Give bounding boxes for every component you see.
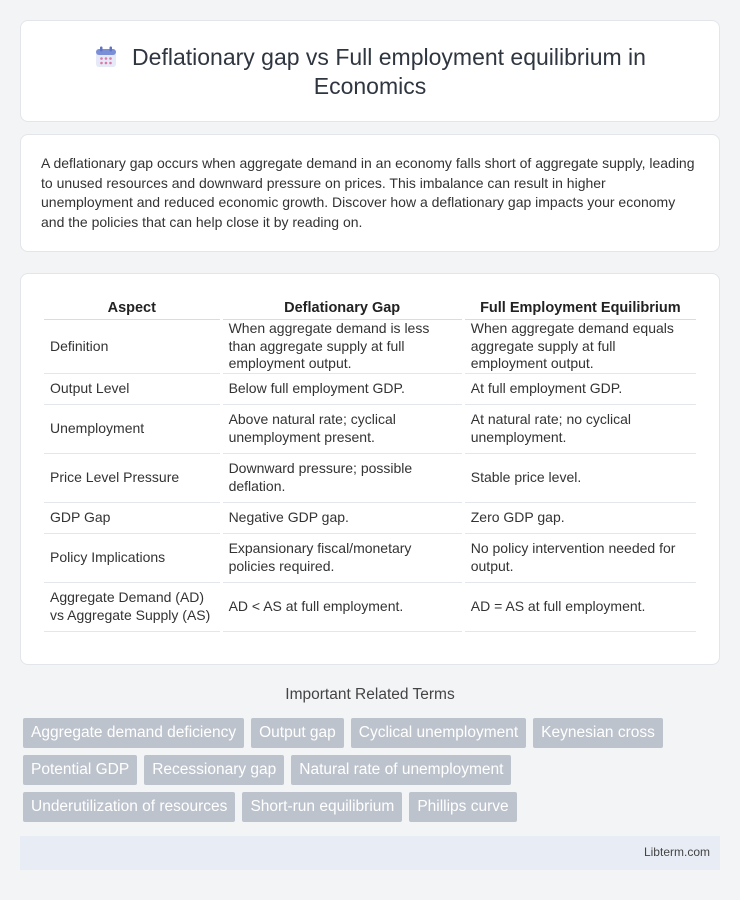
tag-keynesian-cross[interactable]: Keynesian cross bbox=[533, 718, 663, 748]
tag-output-gap[interactable]: Output gap bbox=[251, 718, 344, 748]
table-row bbox=[44, 583, 696, 632]
row-deflationary: Below full employment GDP. bbox=[223, 374, 462, 405]
table-row bbox=[44, 454, 696, 503]
row-aspect: Price Level Pressure bbox=[44, 454, 220, 503]
row-aspect: Aggregate Demand (AD) vs Aggregate Supply (AS) bbox=[44, 583, 220, 632]
row-deflationary: Negative GDP gap. bbox=[223, 503, 462, 534]
row-full-employment: At full employment GDP. bbox=[465, 374, 696, 405]
tag-potential-gdp[interactable]: Potential GDP bbox=[23, 755, 137, 785]
row-full-employment: AD = AS at full employment. bbox=[465, 583, 696, 632]
row-deflationary: Downward pressure; possible deflation. bbox=[223, 454, 462, 503]
table-header-row bbox=[44, 296, 696, 320]
tag-short-run-equilibrium[interactable]: Short-run equilibrium bbox=[242, 792, 402, 822]
row-full-employment: When aggregate demand equals aggregate supply at full employment output. bbox=[465, 320, 696, 374]
table-row bbox=[44, 374, 696, 405]
footer-site-link[interactable]: Libterm.com bbox=[643, 845, 710, 859]
comparison-table bbox=[41, 296, 699, 632]
row-deflationary: Above natural rate; cyclical unemployment present. bbox=[223, 405, 462, 454]
tag-row bbox=[23, 718, 703, 748]
tag-cyclical-unemployment[interactable]: Cyclical unemployment bbox=[351, 718, 526, 748]
row-full-employment: Zero GDP gap. bbox=[465, 503, 696, 534]
table-row bbox=[44, 405, 696, 454]
row-aspect: Policy Implications bbox=[44, 534, 220, 583]
column-header-aspect: Aspect bbox=[44, 296, 220, 320]
tag-row bbox=[23, 792, 703, 822]
row-aspect: GDP Gap bbox=[44, 503, 220, 534]
table-row bbox=[44, 503, 696, 534]
row-deflationary: Expansionary fiscal/monetary policies required. bbox=[223, 534, 462, 583]
page-title bbox=[61, 43, 679, 101]
intro-text: A deflationary gap occurs when aggregate demand in an economy falls short of aggregate supply, leading to unused resources and downward pressure on prices. This imbalance can result in higher unemployment and reduced economic growth. Discover how a deflationary gap impacts your economy and the policies that can help close it by reading on. bbox=[41, 155, 695, 230]
tag-aggregate-demand-deficiency[interactable]: Aggregate demand deficiency bbox=[23, 718, 244, 748]
comparison-card bbox=[20, 273, 720, 665]
related-terms-tags bbox=[23, 718, 703, 829]
column-header-deflationary-gap: Deflationary Gap bbox=[223, 296, 462, 320]
column-header-full-employment: Full Employment Equilibrium bbox=[465, 296, 696, 320]
row-full-employment: At natural rate; no cyclical unemployment. bbox=[465, 405, 696, 454]
table-row bbox=[44, 320, 696, 374]
row-aspect: Output Level bbox=[44, 374, 220, 405]
tag-row bbox=[23, 755, 703, 785]
row-full-employment: No policy intervention needed for output. bbox=[465, 534, 696, 583]
row-deflationary: AD < AS at full employment. bbox=[223, 583, 462, 632]
tag-natural-rate-of-unemployment[interactable]: Natural rate of unemployment bbox=[291, 755, 511, 785]
tag-underutilization-of-resources[interactable]: Underutilization of resources bbox=[23, 792, 235, 822]
row-aspect: Definition bbox=[44, 320, 220, 374]
title-card bbox=[20, 20, 720, 122]
footer bbox=[20, 836, 720, 870]
table-row bbox=[44, 534, 696, 583]
calendar-icon bbox=[94, 45, 118, 69]
intro-card bbox=[20, 134, 720, 252]
tag-phillips-curve[interactable]: Phillips curve bbox=[409, 792, 516, 822]
page-title-text: Deflationary gap vs Full employment equilibrium in Economics bbox=[132, 44, 646, 99]
row-aspect: Unemployment bbox=[44, 405, 220, 454]
tag-recessionary-gap[interactable]: Recessionary gap bbox=[144, 755, 284, 785]
row-full-employment: Stable price level. bbox=[465, 454, 696, 503]
related-terms-heading: Important Related Terms bbox=[285, 686, 455, 703]
row-deflationary: When aggregate demand is less than aggregate supply at full employment output. bbox=[223, 320, 462, 374]
